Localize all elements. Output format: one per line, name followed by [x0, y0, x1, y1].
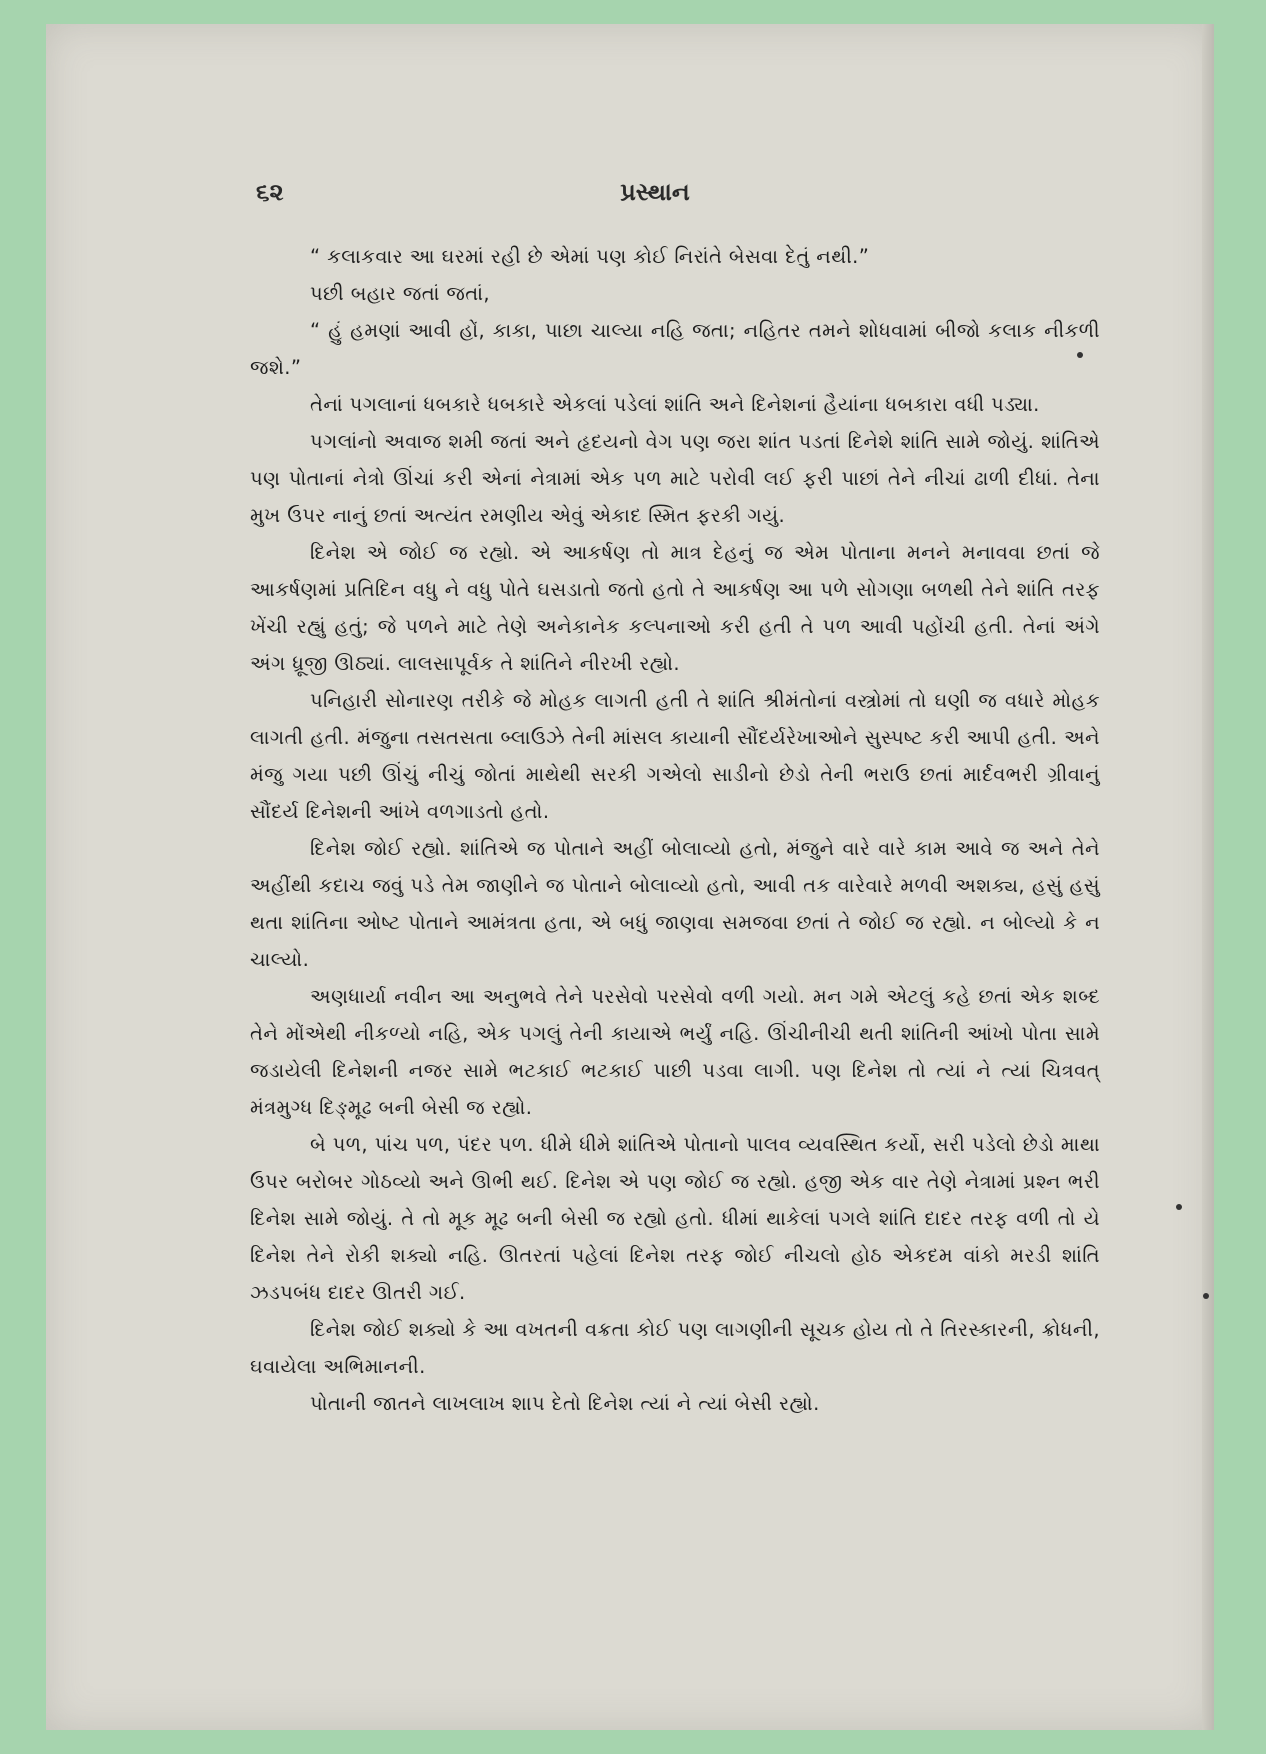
paragraph: પોતાની જાતને લાખલાખ શાપ દેતો દિનેશ ત્યાં ને ત્યાં બેસી રહ્યો.: [310, 1392, 820, 1415]
page-number: ૬૨: [256, 178, 284, 206]
paragraph: “ હું હમણાં આવી હોં, કાકા, પાછા ચાલ્યા નહિ જતા; નહિતર તમને શોધવામાં બીજો કલાક નીકળી જશે.”: [250, 319, 1100, 379]
paragraph: “ કલાકવાર આ ઘરમાં રહી છે એમાં પણ કોઈ નિરાંતે બેસવા દેતું નથી.”: [310, 245, 870, 268]
print-speck: [1176, 1204, 1182, 1210]
print-speck: [1203, 1293, 1209, 1299]
paragraph: દિનેશ જોઈ રહ્યો. શાંતિએ જ પોતાને અહીં બોલાવ્યો હતો, મંજુને વારે વારે કામ આવે જ અને તેને અહીંથી કદાચ જવું પડે તેમ જાણીને જ પોતાને બોલાવ્યો હતો, આવી તક વારેવારે મળવી અશક્ય, હસું હસું થતા શાંતિના ઓષ્ટ પોતાને આમંત્રતા હતા, એ બધું જાણવા સમજવા છતાં તે જોઈ જ રહ્યો. ન બોલ્યો કે ન ચાલ્યો.: [250, 837, 1100, 971]
paragraph: અણધાર્યા નવીન આ અનુભવે તેને પરસેવો પરસેવો વળી ગયો. મન ગમે એટલું કહે છતાં એક શબ્દ તેને મોંએથી નીકળ્યો નહિ, એક પગલું તેની કાયાએ ભર્યું નહિ. ઊંચીનીચી થતી શાંતિની આંખો પોતા સામે જડાયેલી દિનેશની નજર સામે ભટકાઈ ભટકાઈ પાછી પડવા લાગી. પણ દિનેશ તો ત્યાં ને ત્યાં ચિત્રવત્ મંત્રમુગ્ધ દિઙ્‌મૂઢ બની બેસી જ રહ્યો.: [250, 985, 1100, 1119]
paragraph: પગલાંનો અવાજ શમી જતાં અને હૃદયનો વેગ પણ જરા શાંત પડતાં દિનેશે શાંતિ સામે જોયું. શાંતિએ પણ પોતાનાં નેત્રો ઊંચાં કરી એનાં નેત્રામાં એક પળ માટે પરોવી લઈ ફરી પાછાં તેને નીચાં ઢાળી દીધાં. તેના મુખ ઉપર નાનું છતાં અત્યંત રમણીય એવું એકાદ સ્મિત ફરકી ગયું.: [250, 430, 1100, 527]
page-spine-edge: [1202, 24, 1214, 1730]
page-header: [210, 178, 1100, 218]
paragraph: દિનેશ જોઈ શક્યો કે આ વખતની વક્રતા કોઈ પણ લાગણીની સૂચક હોય તો તે તિરસ્કારની, ક્રોધની, ઘવાયેલા અભિમાનની.: [250, 1318, 1100, 1378]
running-title: પ્રસ્થાન: [620, 178, 690, 206]
paragraph: બે પળ, પાંચ પળ, પંદર પળ. ધીમે ધીમે શાંતિએ પોતાનો પાલવ વ્યવસ્થિત કર્યો, સરી પડેલો છેડો માથા ઉપર બરોબર ગોઠવ્યો અને ઊભી થઈ. દિનેશ એ પણ જોઈ જ રહ્યો. હજી એક વાર તેણે નેત્રામાં પ્રશ્ન ભરી દિનેશ સામે જોયું. તે તો મૂક મૂઢ બની બેસી જ રહ્યો હતો. ધીમાં થાકેલાં પગલે શાંતિ દાદર તરફ વળી તો યે દિનેશ તેને રોકી શક્યો નહિ. ઊતરતાં પહેલાં દિનેશ તરફ જોઈ નીચલો હોઠ એકદમ વાંકો મરડી શાંતિ ઝડપબંધ દાદર ઊતરી ગઈ.: [250, 1133, 1100, 1304]
paragraph: તેનાં પગલાનાં ધબકારે ધબકારે એકલાં પડેલાં શાંતિ અને દિનેશનાં હૈયાંના ધબકારા વધી પડ્યા.: [310, 393, 1040, 416]
paragraph: પછી બહાર જતાં જતાં,: [310, 282, 490, 305]
print-speck: [1077, 352, 1083, 358]
body-text: [250, 238, 1100, 1422]
paragraph: દિનેશ એ જોઈ જ રહ્યો. એ આકર્ષણ તો માત્ર દેહનું જ એમ પોતાના મનને મનાવવા છતાં જે આકર્ષણમાં પ્રતિદિન વધુ ને વધુ પોતે ઘસડાતો જતો હતો તે આકર્ષણ આ પળે સોગણા બળથી તેને શાંતિ તરફ ખેંચી રહ્યું હતું; જે પળને માટે તેણે અનેકાનેક કલ્પનાઓ કરી હતી તે પળ આવી પહોંચી હતી. તેનાં અંગે અંગ ધ્રૂજી ઊઠ્યાં. લાલસાપૂર્વક તે શાંતિને નીરખી રહ્યો.: [250, 541, 1100, 675]
paragraph: પનિહારી સોનારણ તરીકે જે મોહક લાગતી હતી તે શાંતિ શ્રીમંતોનાં વસ્ત્રોમાં તો ઘણી જ વધારે મોહક લાગતી હતી. મંજુના તસતસતા બ્લાઉઝે તેની માંસલ કાયાની સૌંદર્યરેખાઓને સુસ્પષ્ટ કરી આપી હતી. અને મંજુ ગયા પછી ઊંચું નીચું જોતાં માથેથી સરકી ગએલો સાડીનો છેડો તેની ભરાઉ છતાં માર્દવભરી ગ્રીવાનું સૌંદર્ય દિનેશની આંખે વળગાડતો હતો.: [250, 689, 1100, 823]
